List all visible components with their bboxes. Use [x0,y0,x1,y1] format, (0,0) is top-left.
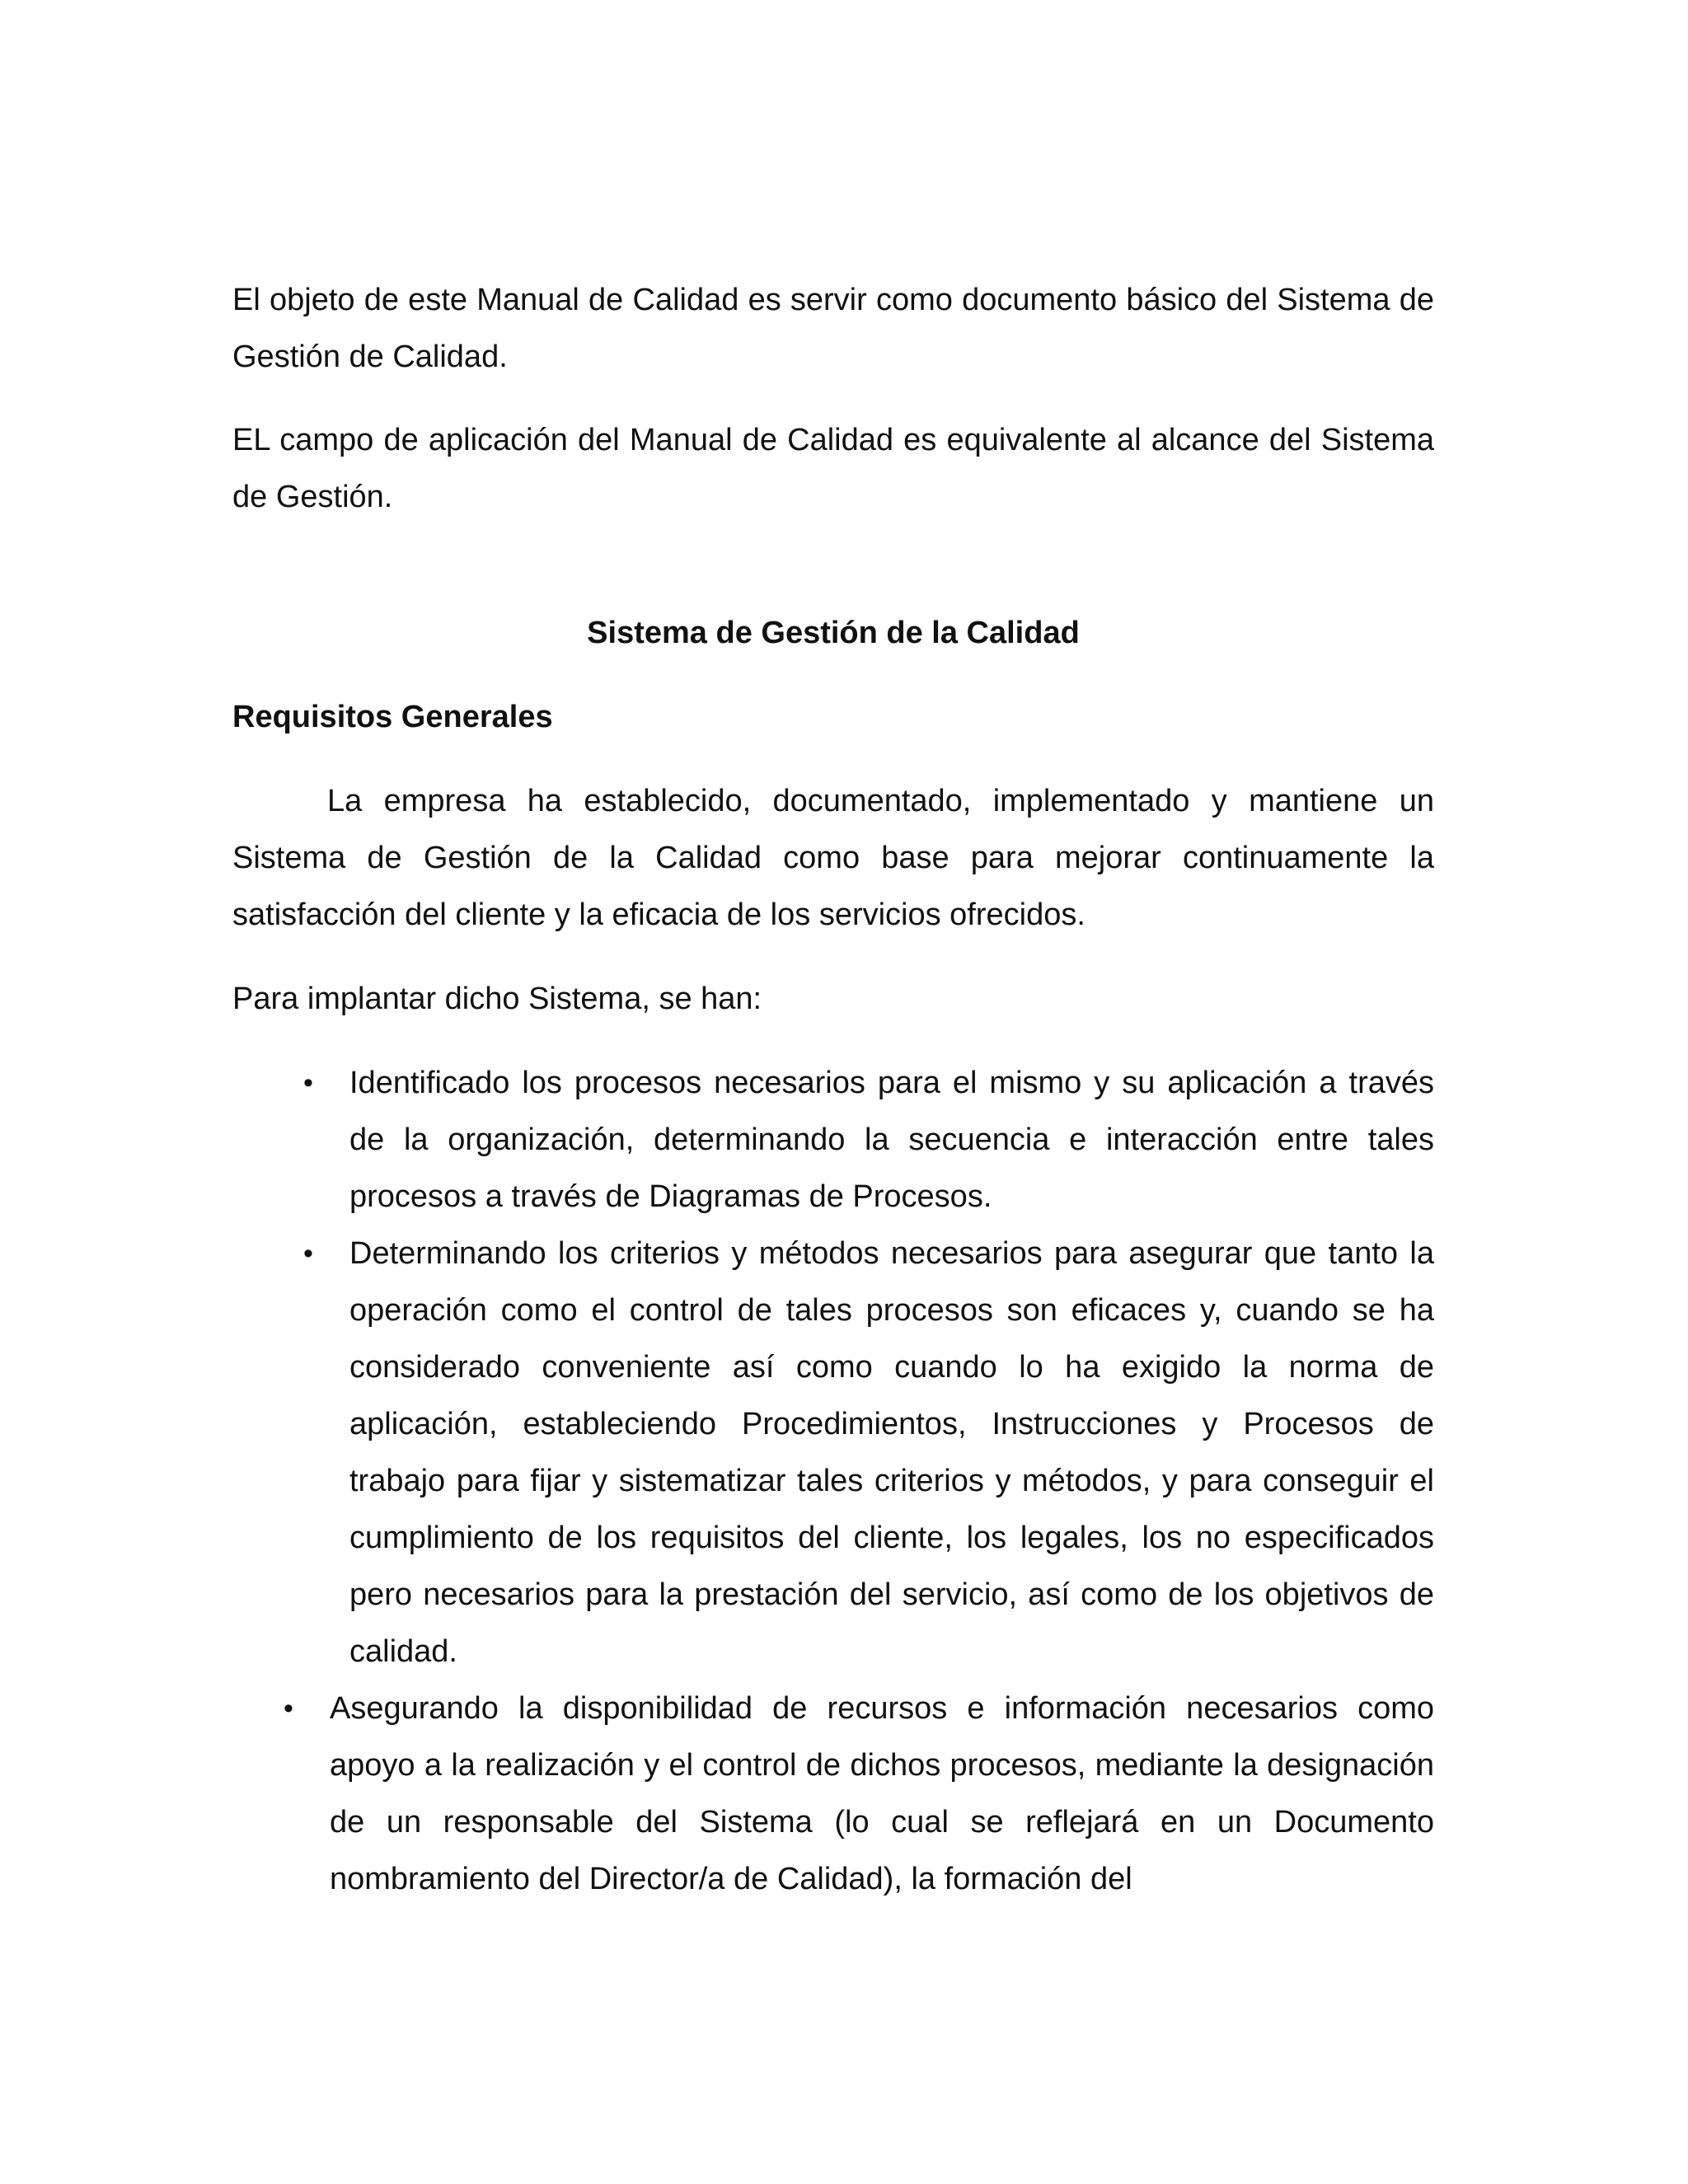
paragraph-objeto: El objeto de este Manual de Calidad es servir como documento básico del Sistema de Gestión de Calidad. [232,283,1434,374]
paragraph-implantar: Para implantar dicho Sistema, se han: [232,982,762,1016]
list-item [232,1226,1434,1680]
list-item [232,1680,1434,1908]
paragraph-empresa: La empresa ha establecido, documentado, implementado y mantiene un Sistema de Gestión de la Calidad como base para mejorar continuamente la satisfacción del cliente y la eficacia de los servicios ofrecidos. [232,784,1434,932]
bullet-icon: • [284,1693,293,1724]
document-body [232,272,1434,1908]
subsection-title: Requisitos Generales [232,700,553,734]
section-title: Sistema de Gestión de la Calidad [587,616,1080,650]
list-item [232,1055,1434,1226]
paragraph-campo-aplicacion: EL campo de aplicación del Manual de Calidad es equivalente al alcance del Sistema de Gestión. [232,423,1434,514]
bullet-icon: • [303,1067,313,1099]
list-item-text: Asegurando la disponibilidad de recursos e información necesarios como apoyo a la realización y el control de dichos procesos, mediante la designación de un responsable del Sistema (lo cual se reflejará en un Documento nombramiento del Director/a de Calidad), la formación del [330,1691,1434,1896]
list-item-text: Determinando los criterios y métodos necesarios para asegurar que tanto la operación como el control de tales procesos son eficaces y, cuando se ha considerado conveniente así como cuando lo ha exigido la norma de aplicación, estableciendo Procedimientos, Instrucciones y Procesos de trabajo para fijar y sistematizar tales criterios y métodos, y para conseguir el cumplimiento de los requisitos del cliente, los legales, los no especificados pero necesarios para la prestación del servicio, así como de los objetivos de calidad. [349,1236,1434,1669]
list-item-text: Identificado los procesos necesarios para el mismo y su aplicación a través de la organización, determinando la secuencia e interacción entre tales procesos a través de Diagramas de Procesos. [349,1066,1434,1214]
bullet-icon: • [303,1238,313,1269]
bullet-list [232,1055,1434,1908]
